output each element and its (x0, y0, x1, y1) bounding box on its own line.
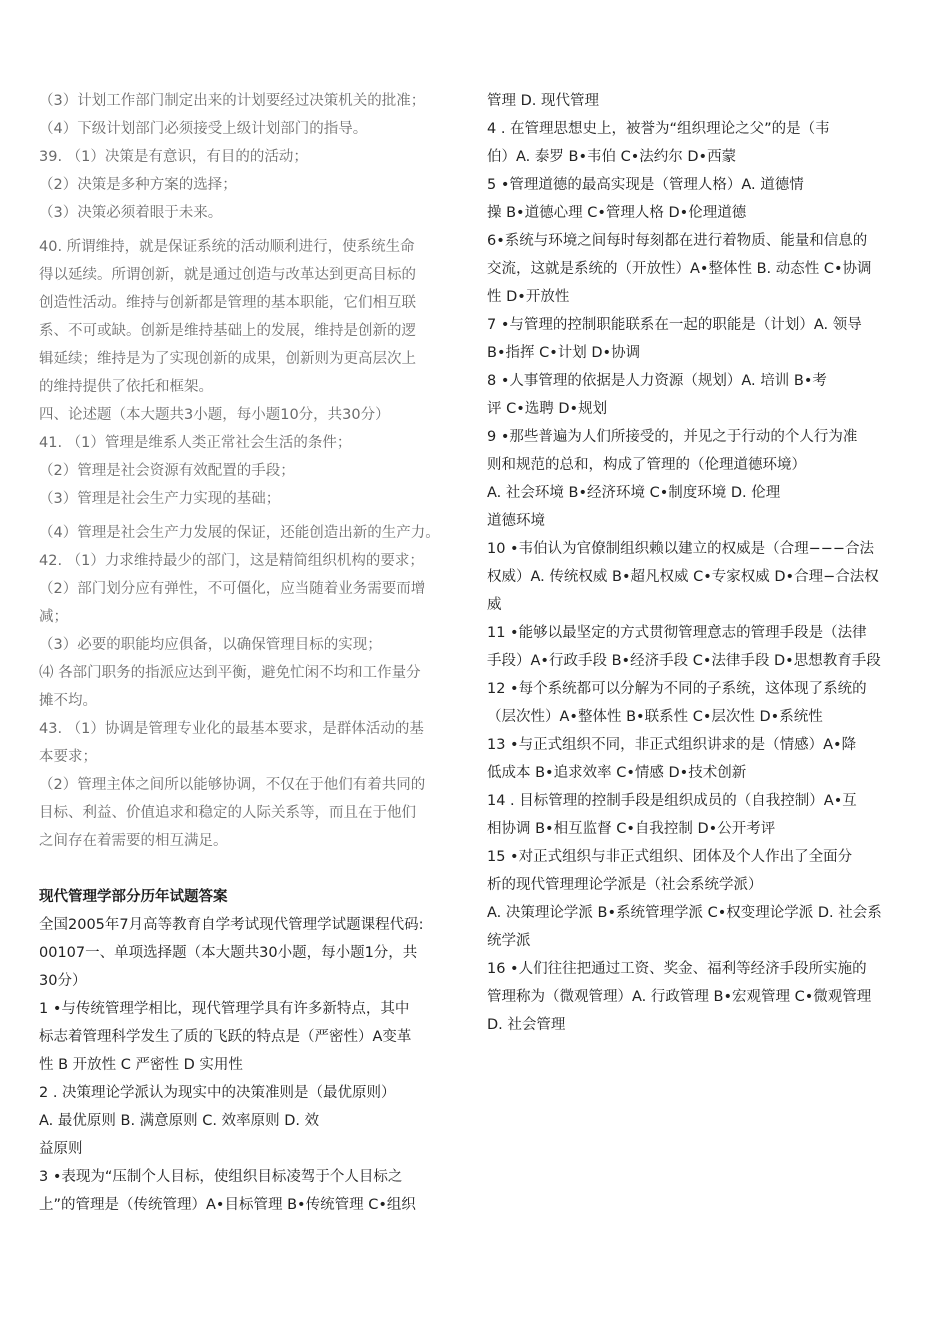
text-line: （2）管理是社会资源有效配置的手段； (39, 463, 295, 479)
text-line: 9 •那些普遍为人们所接受的，并见之于行动的个人行为准 (487, 429, 858, 445)
text-line: 3 •表现为“压制个人目标，使组织目标凌驾于个人目标之 (39, 1169, 403, 1185)
text-line: （3）决策必须着眼于未来。 (39, 205, 223, 221)
text-line: 评 C•选聘 D•规划 (487, 401, 608, 417)
text-line: （层次性）A•整体性 B•联系性 C•层次性 D•系统性 (487, 709, 823, 725)
text-line: 全国2005年7月高等教育自学考试现代管理学试题课程代码: (39, 917, 424, 933)
text-line: 00107一、单项选择题（本大题共30小题，每小题1分，共 (39, 945, 418, 961)
text-line: （3）计划工作部门制定出来的计划要经过决策机关的批准； (39, 93, 426, 109)
text-line: 道德环境 (487, 513, 545, 529)
text-line: A. 决策理论学派 B•系统管理学派 C•权变理论学派 D. 社会系 (487, 905, 882, 921)
text-line: 权威）A. 传统权威 B•超凡权威 C•专家权威 D•合理−合法权 (487, 569, 879, 585)
text-line: （2）管理主体之间所以能够协调，不仅在于他们有着共同的 (39, 777, 426, 793)
text-line: 14 . 目标管理的控制手段是组织成员的（自我控制）A•互 (487, 793, 857, 809)
answer-block-41-43 (39, 519, 469, 855)
text-line: 之间存在着需要的相互满足。 (39, 833, 228, 849)
text-line: 创造性活动。维持与创新都是管理的基本职能，它们相互联 (39, 295, 416, 311)
exam-questions-block (39, 911, 469, 1219)
text-line: ⑷ 各部门职务的指派应达到平衡，避免忙闲不均和工作量分 (39, 665, 421, 681)
text-line: （3）必要的职能均应俱备，以确保管理目标的实现； (39, 637, 382, 653)
text-line: 41. （1）管理是维系人类正常社会生活的条件； (39, 435, 352, 451)
text-line: 2 . 决策理论学派认为现实中的决策准则是（最优原则） (39, 1085, 396, 1101)
text-line: 6•系统与环境之间每时每刻都在进行着物质、能量和信息的 (487, 233, 868, 249)
text-line: 7 •与管理的控制职能联系在一起的职能是（计划）A. 领导 (487, 317, 862, 333)
text-line: 相协调 B•相互监督 C•自我控制 D•公开考评 (487, 821, 776, 837)
text-line: 则和规范的总和，构成了管理的（伦理道德环境） (487, 457, 806, 473)
text-line: 性 B 开放性 C 严密性 D 实用性 (39, 1057, 243, 1073)
text-line: 伯）A. 泰罗 B•韦伯 C•法约尔 D•西蒙 (487, 149, 737, 165)
text-line: 11 •能够以最坚定的方式贯彻管理意志的管理手段是（法律 (487, 625, 867, 641)
text-line: B•指挥 C•计划 D•协调 (487, 345, 641, 361)
text-line: 辑延续；维持是为了实现创新的成果，创新则为更高层次上 (39, 351, 416, 367)
text-line: 8 •人事管理的依据是人力资源（规划）A. 培训 B•考 (487, 373, 827, 389)
text-line: 43. （1）协调是管理专业化的最基本要求，是群体活动的基 (39, 721, 424, 737)
text-line: 摊不均。 (39, 693, 97, 709)
text-line: 管理 D. 现代管理 (487, 93, 599, 109)
exam-questions-continued (487, 87, 915, 1039)
text-line: 13 •与正式组织不同，非正式组织讲求的是（情感）A•降 (487, 737, 857, 753)
text-line: 目标、利益、价值追求和稳定的人际关系等，而且在于他们 (39, 805, 416, 821)
left-column (39, 87, 469, 1219)
text-line: 四、论述题（本大题共3小题，每小题10分，共30分） (39, 407, 390, 423)
text-line: 30分） (39, 973, 87, 989)
text-line: （2）部门划分应有弹性，不可僵化，应当随着业务需要而增 (39, 581, 426, 597)
text-line: 42. （1）力求维持最少的部门，这是精简组织机构的要求； (39, 553, 424, 569)
text-line: 40. 所谓维持，就是保证系统的活动顺利进行，使系统生命 (39, 239, 415, 255)
text-line: 低成本 B•追求效率 C•情感 D•技术创新 (487, 765, 747, 781)
text-line: D. 社会管理 (487, 1017, 566, 1033)
text-line: 本要求； (39, 749, 97, 765)
text-line: 标志着管理科学发生了质的飞跃的特点是（严密性）A变革 (39, 1029, 412, 1045)
text-line: （2）决策是多种方案的选择； (39, 177, 237, 193)
text-line: 管理称为（微观管理）A. 行政管理 B•宏观管理 C•微观管理 (487, 989, 872, 1005)
text-line: 减； (39, 609, 68, 625)
answer-block-38-39 (39, 87, 469, 227)
text-line: 益原则 (39, 1141, 83, 1157)
text-line: 5 •管理道德的最高实现是（管理人格）A. 道德情 (487, 177, 804, 193)
answer-block-40-41 (39, 233, 469, 513)
text-line: 16 •人们往往把通过工资、奖金、福利等经济手段所实施的 (487, 961, 867, 977)
text-line: 上”的管理是（传统管理）A•目标管理 B•传统管理 C•组织 (39, 1197, 416, 1213)
text-line: 手段）A•行政手段 B•经济手段 C•法律手段 D•思想教育手段 (487, 653, 881, 669)
text-line: A. 最优原则 B. 满意原则 C. 效率原则 D. 效 (39, 1113, 320, 1129)
text-line: 威 (487, 597, 502, 613)
text-line: 系、不可或缺。创新是维持基础上的发展，维持是创新的逻 (39, 323, 416, 339)
text-line: 39. （1）决策是有意识，有目的的活动； (39, 149, 308, 165)
text-line: 4 . 在管理思想史上，被誉为“组织理论之父”的是（韦 (487, 121, 830, 137)
text-line: 的维持提供了依托和框架。 (39, 379, 213, 395)
text-line: A. 社会环境 B•经济环境 C•制度环境 D. 伦理 (487, 485, 781, 501)
text-line: （4）下级计划部门必须接受上级计划部门的指导。 (39, 121, 368, 137)
text-line: 交流，这就是系统的（开放性）A•整体性 B. 动态性 C•协调 (487, 261, 872, 277)
text-line: 1 •与传统管理学相比，现代管理学具有许多新特点，其中 (39, 1001, 410, 1017)
text-line: （4）管理是社会生产力发展的保证，还能创造出新的生产力。 (39, 525, 440, 541)
text-line: 12 •每个系统都可以分解为不同的子系统，这体现了系统的 (487, 681, 867, 697)
right-column (487, 87, 915, 1039)
section-heading: 现代管理学部分历年试题答案 (39, 889, 228, 905)
text-line: 性 D•开放性 (487, 289, 570, 305)
text-line: （3）管理是社会生产力实现的基础； (39, 491, 281, 507)
text-line: 得以延续。所谓创新，就是通过创造与改革达到更高目标的 (39, 267, 416, 283)
text-line: 操 B•道德心理 C•管理人格 D•伦理道德 (487, 205, 747, 221)
text-line: 15 •对正式组织与非正式组织、团体及个人作出了全面分 (487, 849, 853, 865)
text-line: 10 •韦伯认为官僚制组织赖以建立的权威是（合理−−−合法 (487, 541, 875, 557)
text-line: 统学派 (487, 933, 531, 949)
text-line: 析的现代管理理论学派是（社会系统学派） (487, 877, 763, 893)
